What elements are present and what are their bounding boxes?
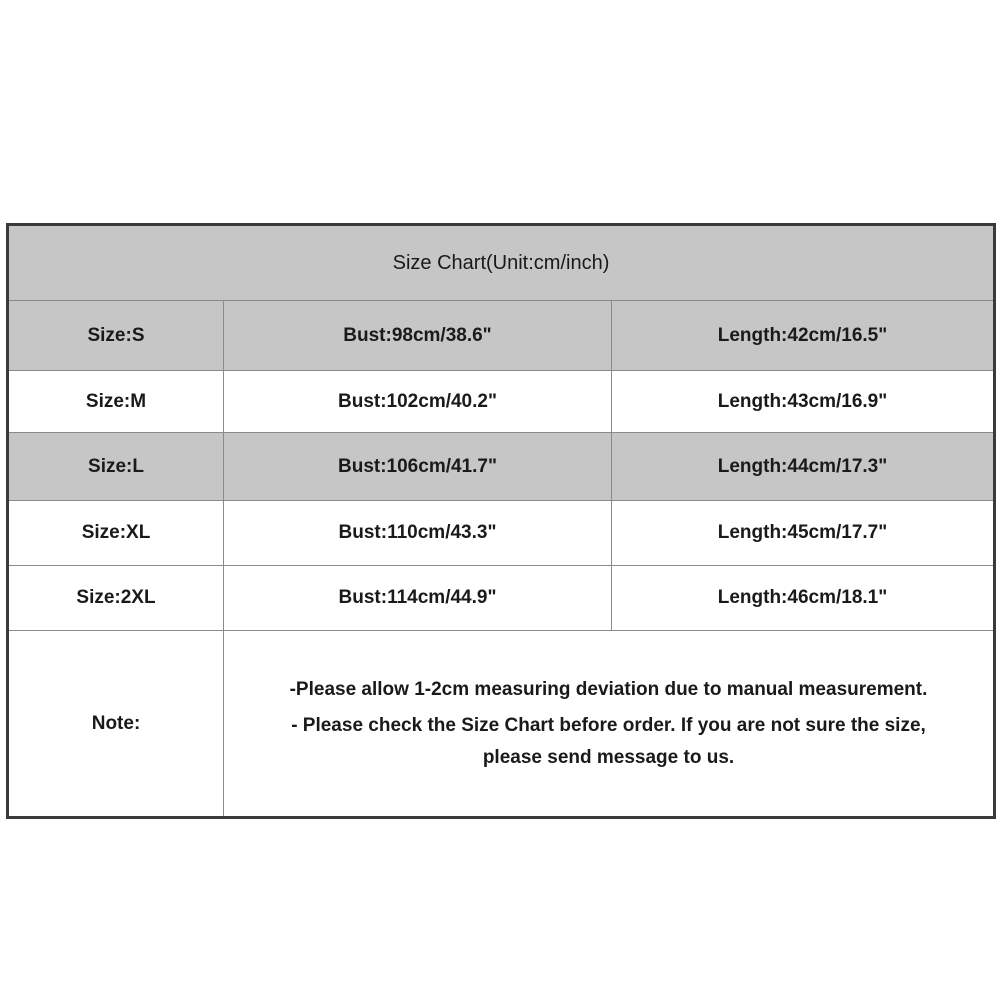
table-row bbox=[9, 566, 993, 631]
size-cell: Size:XL bbox=[9, 501, 224, 565]
note-line: please send message to us. bbox=[482, 746, 735, 768]
note-body bbox=[224, 631, 993, 816]
bust-cell: Bust:102cm/40.2" bbox=[224, 371, 612, 432]
table-row bbox=[9, 501, 993, 566]
size-chart-table bbox=[6, 223, 996, 819]
length-cell: Length:45cm/17.7" bbox=[717, 522, 888, 543]
table-row bbox=[9, 301, 993, 371]
bust-cell: Bust:98cm/38.6" bbox=[224, 301, 612, 370]
chart-title-text: Size Chart(Unit:cm/inch) bbox=[392, 251, 610, 274]
note-label: Note: bbox=[9, 631, 224, 816]
size-cell: Size:2XL bbox=[9, 566, 224, 630]
bust-cell: Bust:114cm/44.9" bbox=[224, 566, 612, 630]
length-cell: Length:44cm/17.3" bbox=[717, 455, 888, 477]
length-cell: Length:42cm/16.5" bbox=[717, 324, 888, 346]
length-cell: Length:43cm/16.9" bbox=[717, 390, 888, 412]
size-cell: Size:M bbox=[9, 371, 224, 432]
size-cell: Size:L bbox=[9, 433, 224, 500]
size-cell: Size:S bbox=[9, 301, 224, 370]
bust-cell: Bust:110cm/43.3" bbox=[224, 501, 612, 565]
bust-cell: Bust:106cm/41.7" bbox=[224, 433, 612, 500]
note-row bbox=[9, 631, 993, 816]
note-line: - Please check the Size Chart before order. If you are not sure the size, bbox=[291, 714, 926, 736]
chart-title bbox=[9, 226, 993, 300]
table-row bbox=[9, 371, 993, 433]
length-cell: Length:46cm/18.1" bbox=[717, 587, 888, 608]
note-line: -Please allow 1-2cm measuring deviation due to manual measurement. bbox=[289, 678, 928, 700]
title-row bbox=[9, 226, 993, 301]
table-row bbox=[9, 433, 993, 501]
